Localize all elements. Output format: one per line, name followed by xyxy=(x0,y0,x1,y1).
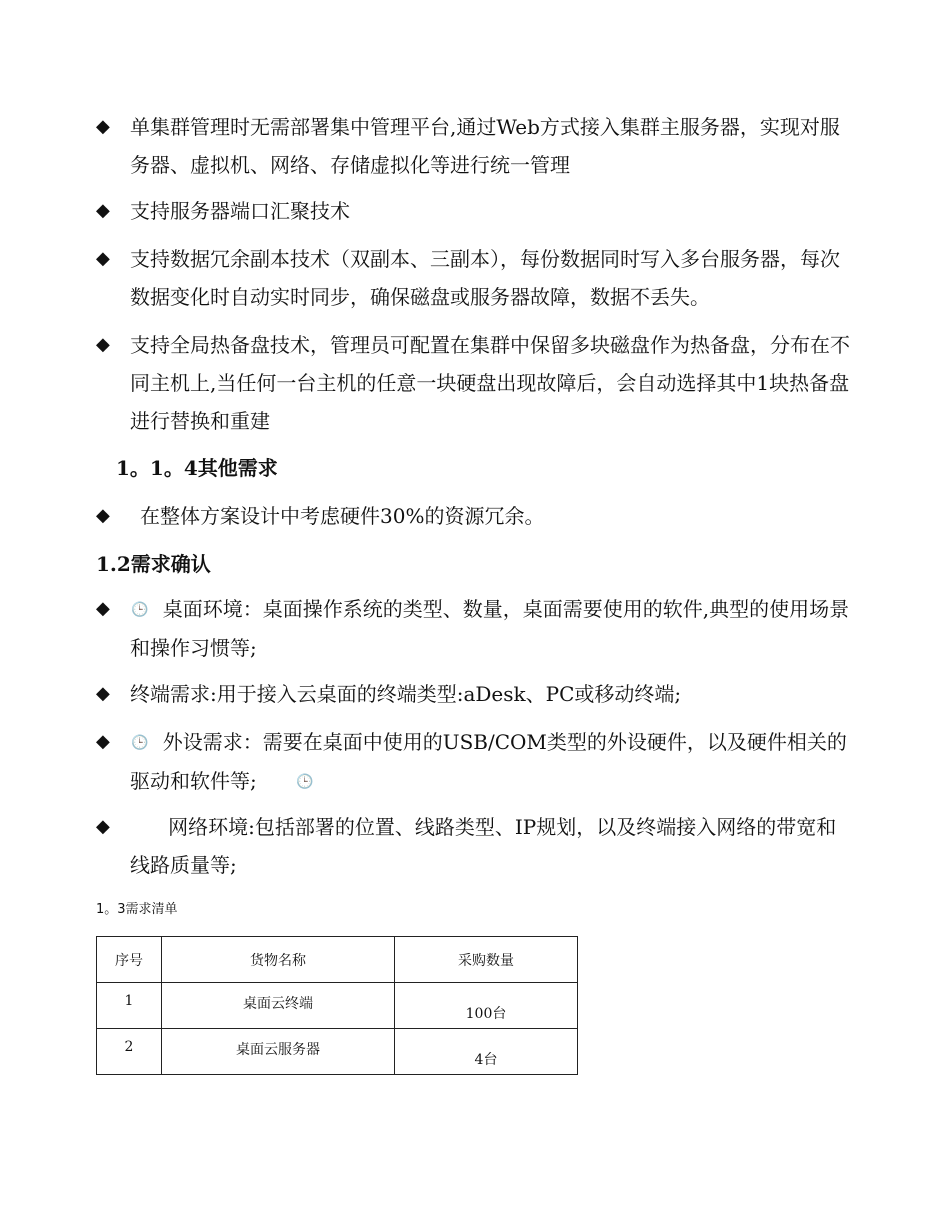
table-cell: 4台 xyxy=(395,1029,578,1075)
section-heading-1-1-4: 1。1。4其他需求 xyxy=(116,456,278,480)
bullet-text: 外设需求：需要在桌面中使用的USB/COM类型的外设硬件，以及硬件相关的驱动和软件等; xyxy=(130,730,847,793)
diamond-bullet-icon: ◆ xyxy=(96,731,110,752)
table-cell: 100台 xyxy=(395,983,578,1029)
diamond-bullet-icon: ◆ xyxy=(96,248,110,269)
column-header: 序号 xyxy=(97,937,162,983)
diamond-bullet-icon: ◆ xyxy=(96,598,110,619)
diamond-bullet-icon: ◆ xyxy=(96,334,110,355)
requirements-table xyxy=(96,936,578,1075)
bullet-item xyxy=(96,192,856,230)
table-row xyxy=(97,1029,578,1075)
clock-icon: 🕒 xyxy=(131,735,149,751)
bullet-item xyxy=(96,723,856,801)
bullet-content xyxy=(130,723,856,801)
bullet-content xyxy=(130,590,856,667)
diamond-bullet-icon: ◆ xyxy=(96,683,110,704)
table-cell: 桌面云终端 xyxy=(162,983,395,1029)
column-header: 采购数量 xyxy=(395,937,578,983)
table-cell: 1 xyxy=(97,983,162,1029)
diamond-bullet-icon: ◆ xyxy=(96,505,110,526)
bullet-text: 支持全局热备盘技术，管理员可配置在集群中保留多块磁盘作为热备盘，分布在不同主机上,当任何一台主机的任意一块硬盘出现故障后，会自动选择其中1块热备盘进行替换和重建 xyxy=(130,333,850,433)
bullet-content xyxy=(130,808,856,884)
table-cell: 桌面云服务器 xyxy=(162,1029,395,1075)
table-header-row xyxy=(97,937,578,983)
bullet-item xyxy=(96,590,856,667)
bullet-text: 在整体方案设计中考虑硬件30%的资源冗余。 xyxy=(140,504,545,528)
bullet-item xyxy=(96,326,856,440)
bullet-text: 终端需求:用于接入云桌面的终端类型:aDesk、PC或移动终端; xyxy=(130,682,682,706)
table-row xyxy=(97,983,578,1029)
bullet-item xyxy=(96,240,856,316)
bullet-text: 单集群管理时无需部署集中管理平台,通过Web方式接入集群主服务器，实现对服务器、虚拟机、网络、存储虚拟化等进行统一管理 xyxy=(130,115,840,177)
bullet-item xyxy=(96,675,856,713)
section-heading-1-2: 1.2需求确认 xyxy=(96,552,211,576)
bullet-text: 支持服务器端口汇聚技术 xyxy=(130,199,350,223)
bullet-item xyxy=(96,497,856,535)
diamond-bullet-icon: ◆ xyxy=(96,200,110,221)
column-header: 货物名称 xyxy=(162,937,395,983)
clock-icon: 🕒 xyxy=(131,602,149,618)
bullet-item xyxy=(96,808,856,884)
bullet-item xyxy=(96,108,856,184)
diamond-bullet-icon: ◆ xyxy=(96,116,110,137)
diamond-bullet-icon: ◆ xyxy=(96,816,110,837)
section-caption-1-3: 1。3需求清单 xyxy=(96,902,178,917)
bullet-text: 桌面环境：桌面操作系统的类型、数量，桌面需要使用的软件,典型的使用场景和操作习惯等; xyxy=(130,597,850,660)
table-cell: 2 xyxy=(97,1029,162,1075)
bullet-text: 支持数据冗余副本技术（双副本、三副本），每份数据同时写入多台服务器，每次数据变化时自动实时同步，确保磁盘或服务器故障，数据不丢失。 xyxy=(130,247,840,309)
clock-icon: 🕒 xyxy=(296,774,314,790)
bullet-text: 网络环境:包括部署的位置、线路类型、IP规划，以及终端接入网络的带宽和线路质量等; xyxy=(130,815,837,877)
